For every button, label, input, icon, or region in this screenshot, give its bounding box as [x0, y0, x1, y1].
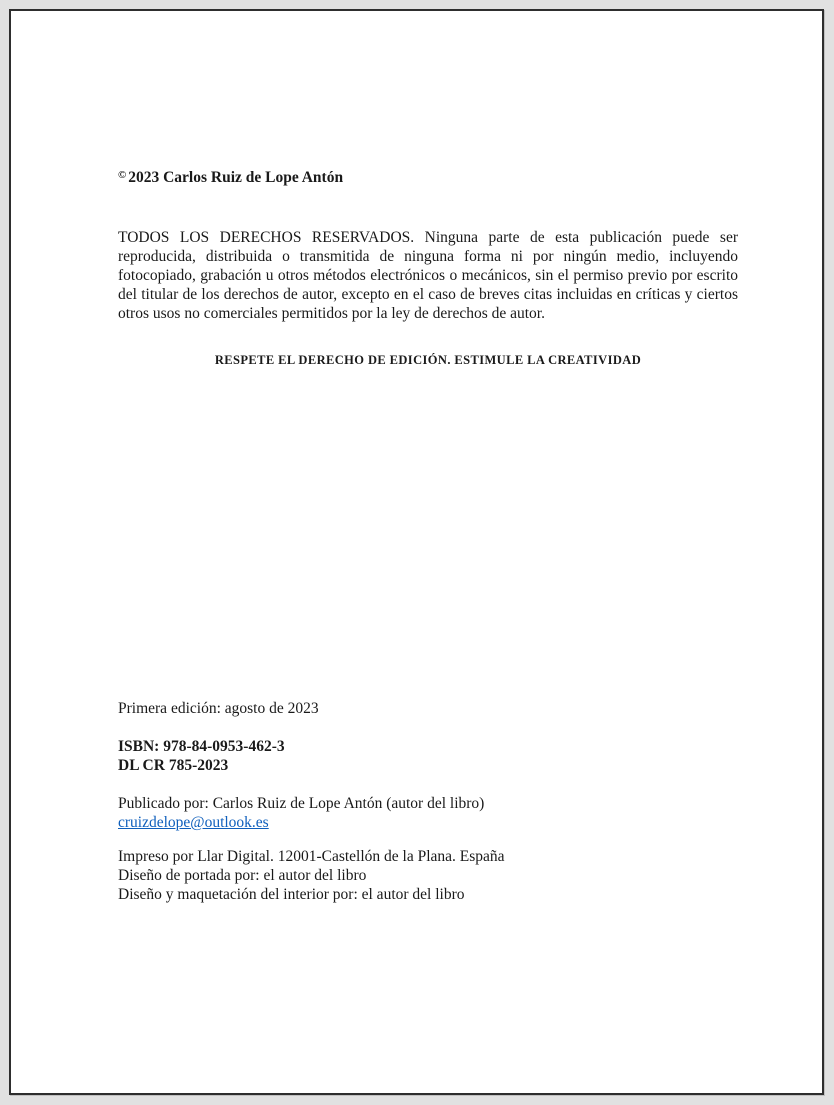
publisher-email-link[interactable]: cruizdelope@outlook.es: [118, 814, 269, 831]
publisher-line: Publicado por: Carlos Ruiz de Lope Antón (autor del libro): [118, 795, 485, 812]
legal-deposit-line: DL CR 785-2023: [118, 757, 229, 774]
all-rights-reserved-paragraph: TODOS LOS DERECHOS RESERVADOS. Ninguna parte de esta publicación puede ser reproducida, distribuida o transmitida de ninguna forma ni por ningún medio, incluyendo fotocopiado, grabación u otros métodos electrónicos o mecánicos, sin el permiso previo por escrito del titular de los derechos de autor, excepto en el caso de breves citas incluidas en críticas y ciertos otros usos no comerciales permitidos por la ley de derechos de autor.: [118, 229, 738, 322]
copyright-holder-text: 2023 Carlos Ruiz de Lope Antón: [128, 169, 344, 186]
copyright-line: [118, 166, 738, 187]
first-edition-line: Primera edición: agosto de 2023: [118, 700, 319, 717]
copyright-symbol: ©: [118, 169, 127, 181]
printer-block: [118, 847, 738, 904]
interior-design-line: Diseño y maquetación del interior por: el autor del libro: [118, 886, 465, 903]
cover-design-line: Diseño de portada por: el autor del libro: [118, 867, 367, 884]
isbn-block: [118, 737, 738, 775]
printer-line: Impreso por Llar Digital. 12001-Castellón de la Plana. España: [118, 848, 505, 865]
copyright-page: [9, 9, 824, 1095]
publisher-block: [118, 794, 738, 832]
isbn-line: ISBN: 978-84-0953-462-3: [118, 738, 285, 755]
respect-edition-notice: RESPETE EL DERECHO DE EDICIÓN. ESTIMULE LA CREATIVIDAD: [214, 353, 642, 367]
